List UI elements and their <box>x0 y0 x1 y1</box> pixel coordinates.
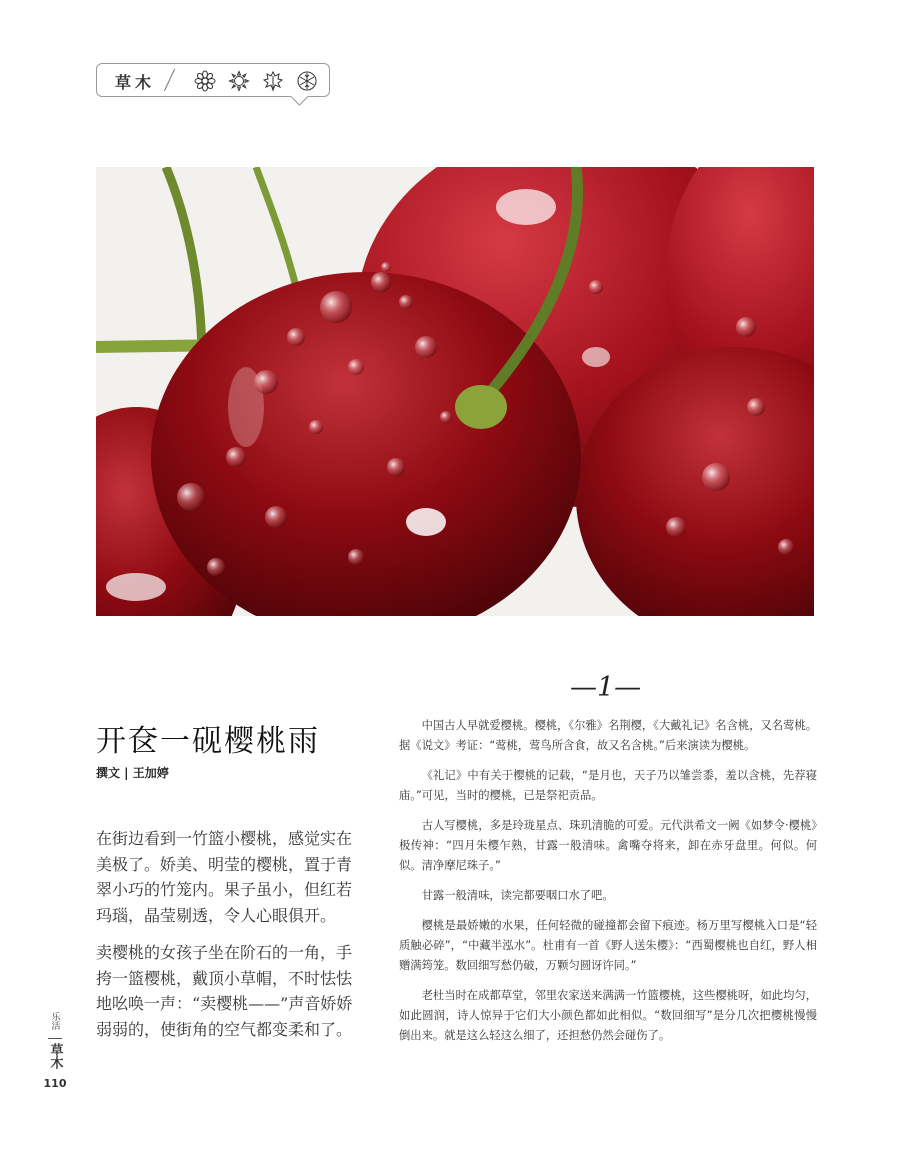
category-icons <box>194 70 318 92</box>
body-paragraph: 中国古人早就爱樱桃。樱桃，《尔雅》名荆樱，《大戴礼记》名含桃，又名莺桃。据《说文》考证：“莺桃，莺鸟所含食，故又名含桃。”后来演读为樱桃。 <box>399 719 817 752</box>
body-paragraph: 老杜当时在成都草堂，邻里农家送来满满一竹篮樱桃，这些樱桃呀，如此均匀，如此圆润，诗人惊异于它们大小颜色都如此相似。“数回细写”是分几次把樱桃慢慢倒出来。就是这么轻这么细了，还担愁仍然会碰伤了。 <box>399 989 817 1042</box>
lead-paragraphs <box>96 826 358 1054</box>
flower-icon <box>194 70 216 92</box>
article-title: 开奁一砚樱桃雨 <box>96 724 320 759</box>
lead-paragraph: 在街边看到一竹篮小樱桃，感觉实在美极了。娇美、明莹的樱桃，置于青翠小巧的竹笼内。果子虽小，但红若玛瑙，晶莹剔透，令人心眼俱开。 <box>96 829 353 925</box>
cherry-photo <box>96 167 814 616</box>
snowflake-icon <box>296 70 318 92</box>
leaf-icon <box>262 70 284 92</box>
body-paragraph: 古人写樱桃，多是玲珑星点、珠玑清脆的可爱。元代洪希文一阙《如梦令·樱桃》极传神：“四月朱樱乍熟，甘露一般清味。禽嘴夺将来，卸在赤牙盘里。何似。何似。清净摩尼珠子。” <box>399 819 817 872</box>
lead-paragraph: 卖樱桃的女孩子坐在阶石的一角，手挎一篮樱桃，戴顶小草帽，不时怯怯地吆唤一声：“卖樱桃——”声音娇娇弱弱的，使街角的空气都变柔和了。 <box>96 943 353 1039</box>
page-number: 110 <box>43 1077 67 1090</box>
folio-divider <box>48 1038 62 1039</box>
sun-icon <box>228 70 250 92</box>
category-tag <box>96 63 330 97</box>
folio-subsection: 草木 <box>47 1043 63 1069</box>
body-text <box>399 716 817 1056</box>
body-paragraph: 《礼记》中有关于樱桃的记载，“是月也，天子乃以雏尝黍，羞以含桃，先荐寝庙。”可见，当时的樱桃，已是祭祀贡品。 <box>399 769 817 802</box>
folio-section: 乐活 <box>49 1012 60 1030</box>
category-label: 草木 <box>115 73 156 92</box>
section-number: —1— <box>570 672 642 703</box>
body-paragraph: 樱桃是最娇嫩的水果，任何轻微的碰撞都会留下痕迹。杨万里写樱桃入口是“轻质触必碎”，“中藏半泓水”。杜甫有一首《野人送朱樱》：“西蜀樱桃也自红，野人相赠满筠笼。数回细写愁仍破，万颗匀圆讶许同。” <box>399 919 817 972</box>
tag-divider <box>164 69 175 91</box>
page-folio <box>40 1012 70 1090</box>
body-paragraph: 甘露一般清味，读完都要咽口水了吧。 <box>421 889 614 902</box>
article-byline: 撰文 | 王加婷 <box>96 766 169 780</box>
